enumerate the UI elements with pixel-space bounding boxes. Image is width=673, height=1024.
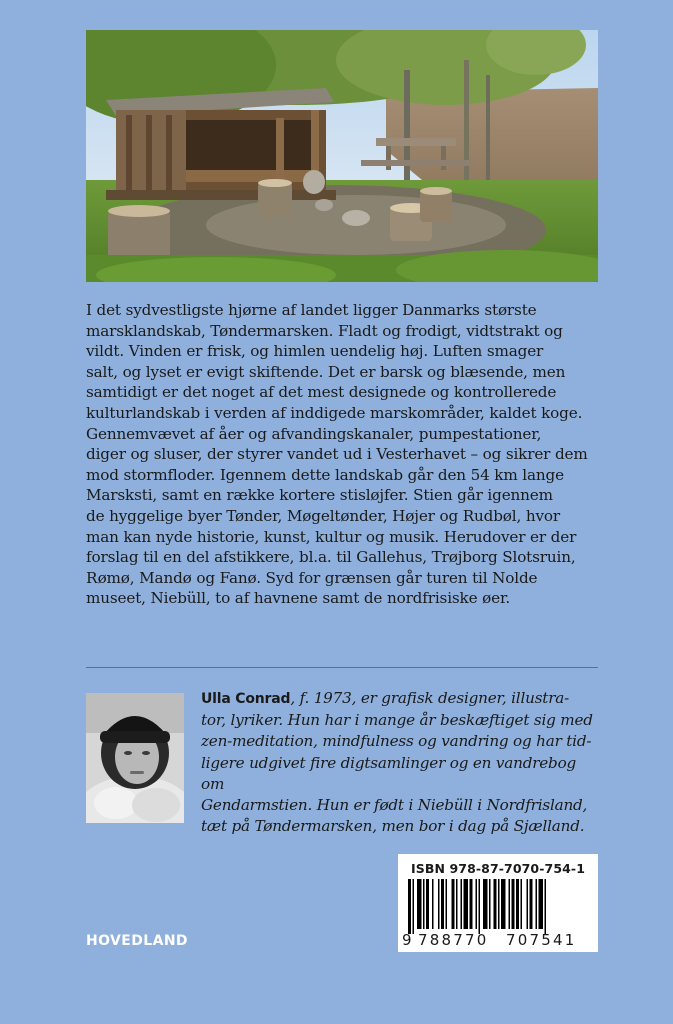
blurb-line: kulturlandskab i verden af inddigede marskområder, kaldet koge.	[86, 403, 583, 422]
blurb-line: Marsksti, samt en række kortere stisløjfer. Stien går igennem	[86, 486, 553, 505]
back-cover-blurb	[86, 300, 601, 609]
barcode-bar	[438, 879, 440, 929]
isbn-barcode	[398, 854, 598, 952]
barcode-bar	[423, 879, 425, 929]
bio-line: tæt på Tøndermarsken, men bor i dag på Sjælland.	[201, 817, 585, 836]
author-bio	[201, 688, 601, 837]
barcode-bar	[461, 879, 463, 929]
barcode-bar	[494, 879, 497, 929]
blurb-line: vildt. Vinden er frisk, og himlen uendelig høj. Luften smager	[86, 342, 544, 361]
barcode-bar	[512, 879, 515, 929]
barcode-bar	[464, 879, 469, 929]
barcode-bar	[498, 879, 500, 929]
blurb-line: samtidigt er det noget af det mest designede og kontrollerede	[86, 383, 557, 402]
blurb-line: forslag til en del afstikkere, bl.a. til Gallehus, Trøjborg Slotsruin,	[86, 548, 576, 567]
barcode-digits	[402, 931, 596, 951]
barcode-bar	[501, 879, 506, 929]
publisher-logo: HOVEDLAND	[86, 933, 188, 949]
barcode-bar	[530, 879, 533, 929]
barcode-bar	[509, 879, 511, 929]
barcode-bar	[539, 879, 544, 929]
barcode-bar	[483, 879, 488, 929]
barcode-bar	[452, 879, 455, 929]
blurb-line: Rømø, Mandø og Fanø. Syd for grænsen går turen til Nolde	[86, 568, 538, 587]
blurb-line: marsklandskab, Tøndermarsken. Fladt og frodigt, vidtstrakt og	[86, 321, 563, 340]
barcode-bar	[446, 879, 448, 929]
barcode-bar	[545, 879, 547, 934]
blurb-line: salt, og lyset er evigt skiftende. Det er barsk og blæsende, men	[86, 362, 566, 381]
bio-line: zen-meditation, mindfulness og vandring og har tid-	[201, 732, 592, 751]
barcode-bar	[408, 879, 411, 934]
barcode-digit-first: 9	[402, 931, 414, 949]
barcode-bar	[476, 879, 478, 929]
barcode-bar	[516, 879, 519, 929]
blurb-line: Gennemvævet af åer og afvandingskanaler, pumpestationer,	[86, 424, 542, 443]
author-portrait-illustration	[86, 693, 184, 823]
section-divider	[86, 667, 598, 668]
barcode-bar	[470, 879, 473, 929]
blurb-line: museet, Niebüll, to af havnene samt de nordfrisiske øer.	[86, 589, 511, 608]
barcode-digit-group: 788770	[418, 931, 489, 949]
barcode-bars	[408, 879, 590, 934]
barcode-bar	[527, 879, 529, 929]
barcode-bar	[426, 879, 429, 929]
blurb-line: man kan nyde historie, kunst, kultur og musik. Herudover er der	[86, 527, 577, 546]
blurb-line: diger og sluser, der styrer vandet ud i Vesterhavet – og sikrer dem	[86, 445, 588, 464]
isbn-label: ISBN 978-87-7070-754-1	[410, 861, 585, 876]
bio-line: tor, lyriker. Hun har i mange år beskæftiget sig med	[201, 711, 593, 730]
barcode-bar	[479, 879, 481, 934]
bio-line: ligere udgivet fire digtsamlinger og en vandrebog om	[201, 753, 577, 793]
bio-line: , f. 1973, er grafisk designer, illustra-	[290, 689, 570, 707]
barcode-bar	[432, 879, 434, 929]
blurb-line: de hyggelige byer Tønder, Møgeltønder, Højer og Rudbøl, hvor	[86, 506, 560, 525]
author-portrait	[86, 693, 184, 823]
barcode-bar	[456, 879, 458, 929]
shelter-photo-illustration	[86, 30, 598, 282]
barcode-bar	[413, 879, 415, 934]
barcode-bar	[489, 879, 491, 929]
barcode-bar	[417, 879, 422, 929]
cover-photo	[86, 30, 598, 282]
blurb-line: I det sydvestligste hjørne af landet ligger Danmarks største	[86, 301, 537, 319]
blurb-line: mod stormfloder. Igennem dette landskab går den 54 km lange	[86, 465, 564, 484]
barcode-bar	[521, 879, 523, 929]
bio-line: Gendarmstien. Hun er født i Niebüll i Nordfrisland,	[201, 796, 588, 815]
author-name: Ulla Conrad	[201, 691, 291, 707]
barcode-digit-group: 707541	[506, 931, 577, 949]
barcode-bar	[536, 879, 538, 929]
barcode-bar	[441, 879, 444, 929]
